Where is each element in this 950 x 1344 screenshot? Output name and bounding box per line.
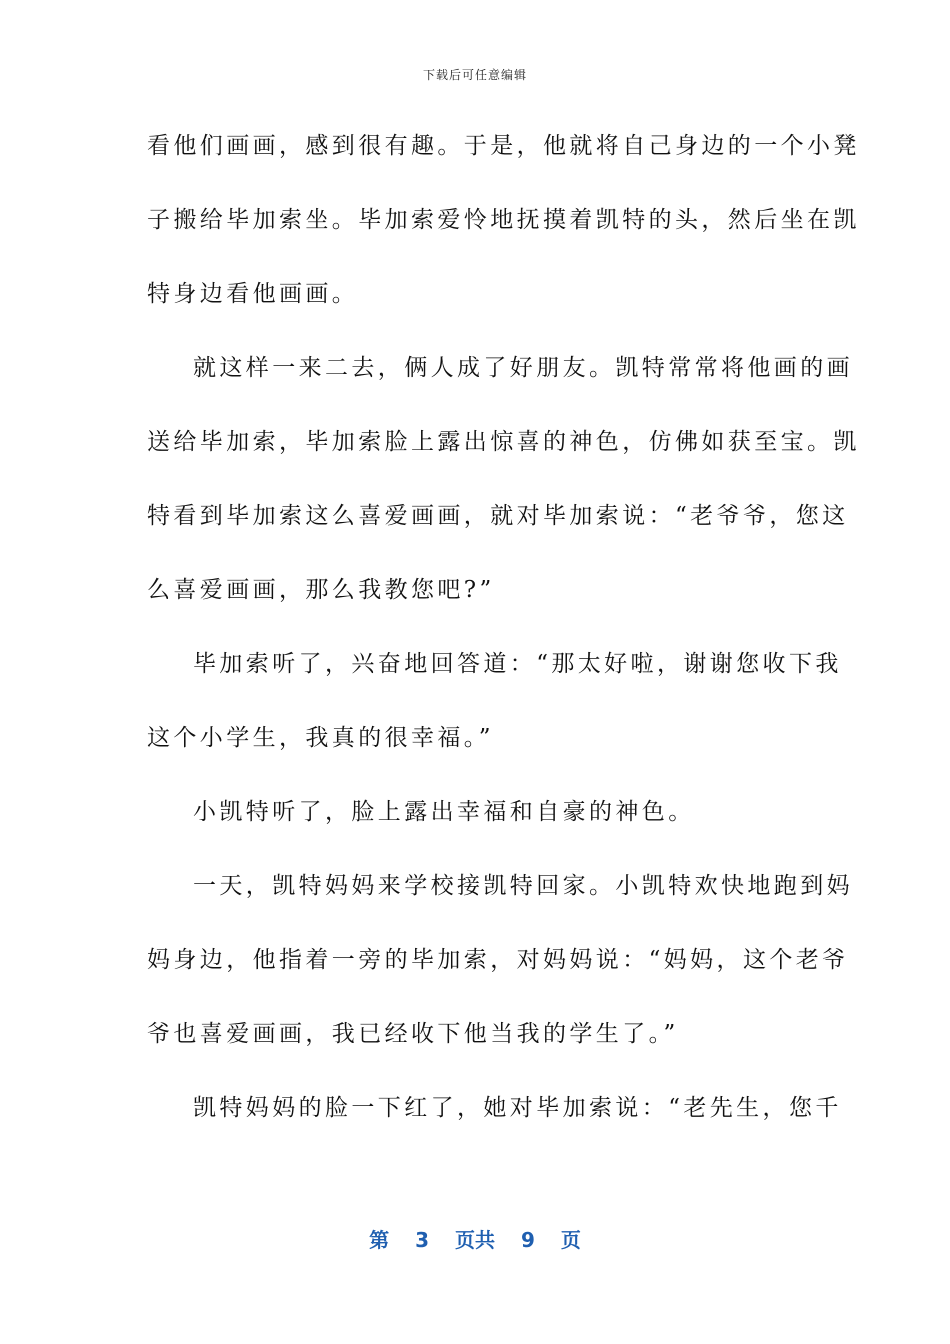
page-label-middle: 页共 [455, 1228, 495, 1252]
page-label-suffix: 页 [560, 1228, 581, 1252]
paragraph-start-line: 就这样一来二去，俩人成了好朋友。凯特常常将他画的画 [193, 355, 853, 381]
text-line: 么喜爱画画，那么我教您吧?” [147, 577, 495, 603]
text-line: 这个小学生，我真的很幸福。” [147, 725, 494, 751]
document-body [147, 122, 860, 1158]
paragraph-start-line: 一天，凯特妈妈来学校接凯特回家。小凯特欢快地跑到妈 [193, 873, 853, 899]
text-line: 子搬给毕加索坐。毕加索爱怜地抚摸着凯特的头，然后坐在凯 [147, 207, 860, 233]
text-line: 特身边看他画画。 [147, 281, 359, 307]
text-line: 爷也喜爱画画，我已经收下他当我的学生了。” [147, 1021, 679, 1047]
page-label-prefix: 第 [369, 1228, 390, 1252]
current-page-number: 3 [415, 1228, 429, 1252]
total-pages-number: 9 [521, 1228, 535, 1252]
text-line: 妈身边，他指着一旁的毕加索，对妈妈说：“妈妈，这个老爷 [147, 947, 849, 973]
paragraph-start-line: 凯特妈妈的脸一下红了，她对毕加索说：“老先生，您千 [193, 1095, 842, 1121]
paragraph-start-line: 毕加索听了，兴奋地回答道：“那太好啦，谢谢您收下我 [193, 651, 842, 677]
text-line: 特看到毕加索这么喜爱画画，就对毕加索说：“老爷爷，您这 [147, 503, 849, 529]
text-line: 送给毕加索，毕加索脸上露出惊喜的神色，仿佛如获至宝。凯 [147, 429, 860, 455]
page-footer [0, 1224, 950, 1253]
paragraph-start-line: 小凯特听了，脸上露出幸福和自豪的神色。 [193, 799, 695, 825]
header-note: 下载后可任意编辑 [422, 68, 527, 82]
text-line: 看他们画画，感到很有趣。于是，他就将自己身边的一个小凳 [147, 133, 860, 159]
